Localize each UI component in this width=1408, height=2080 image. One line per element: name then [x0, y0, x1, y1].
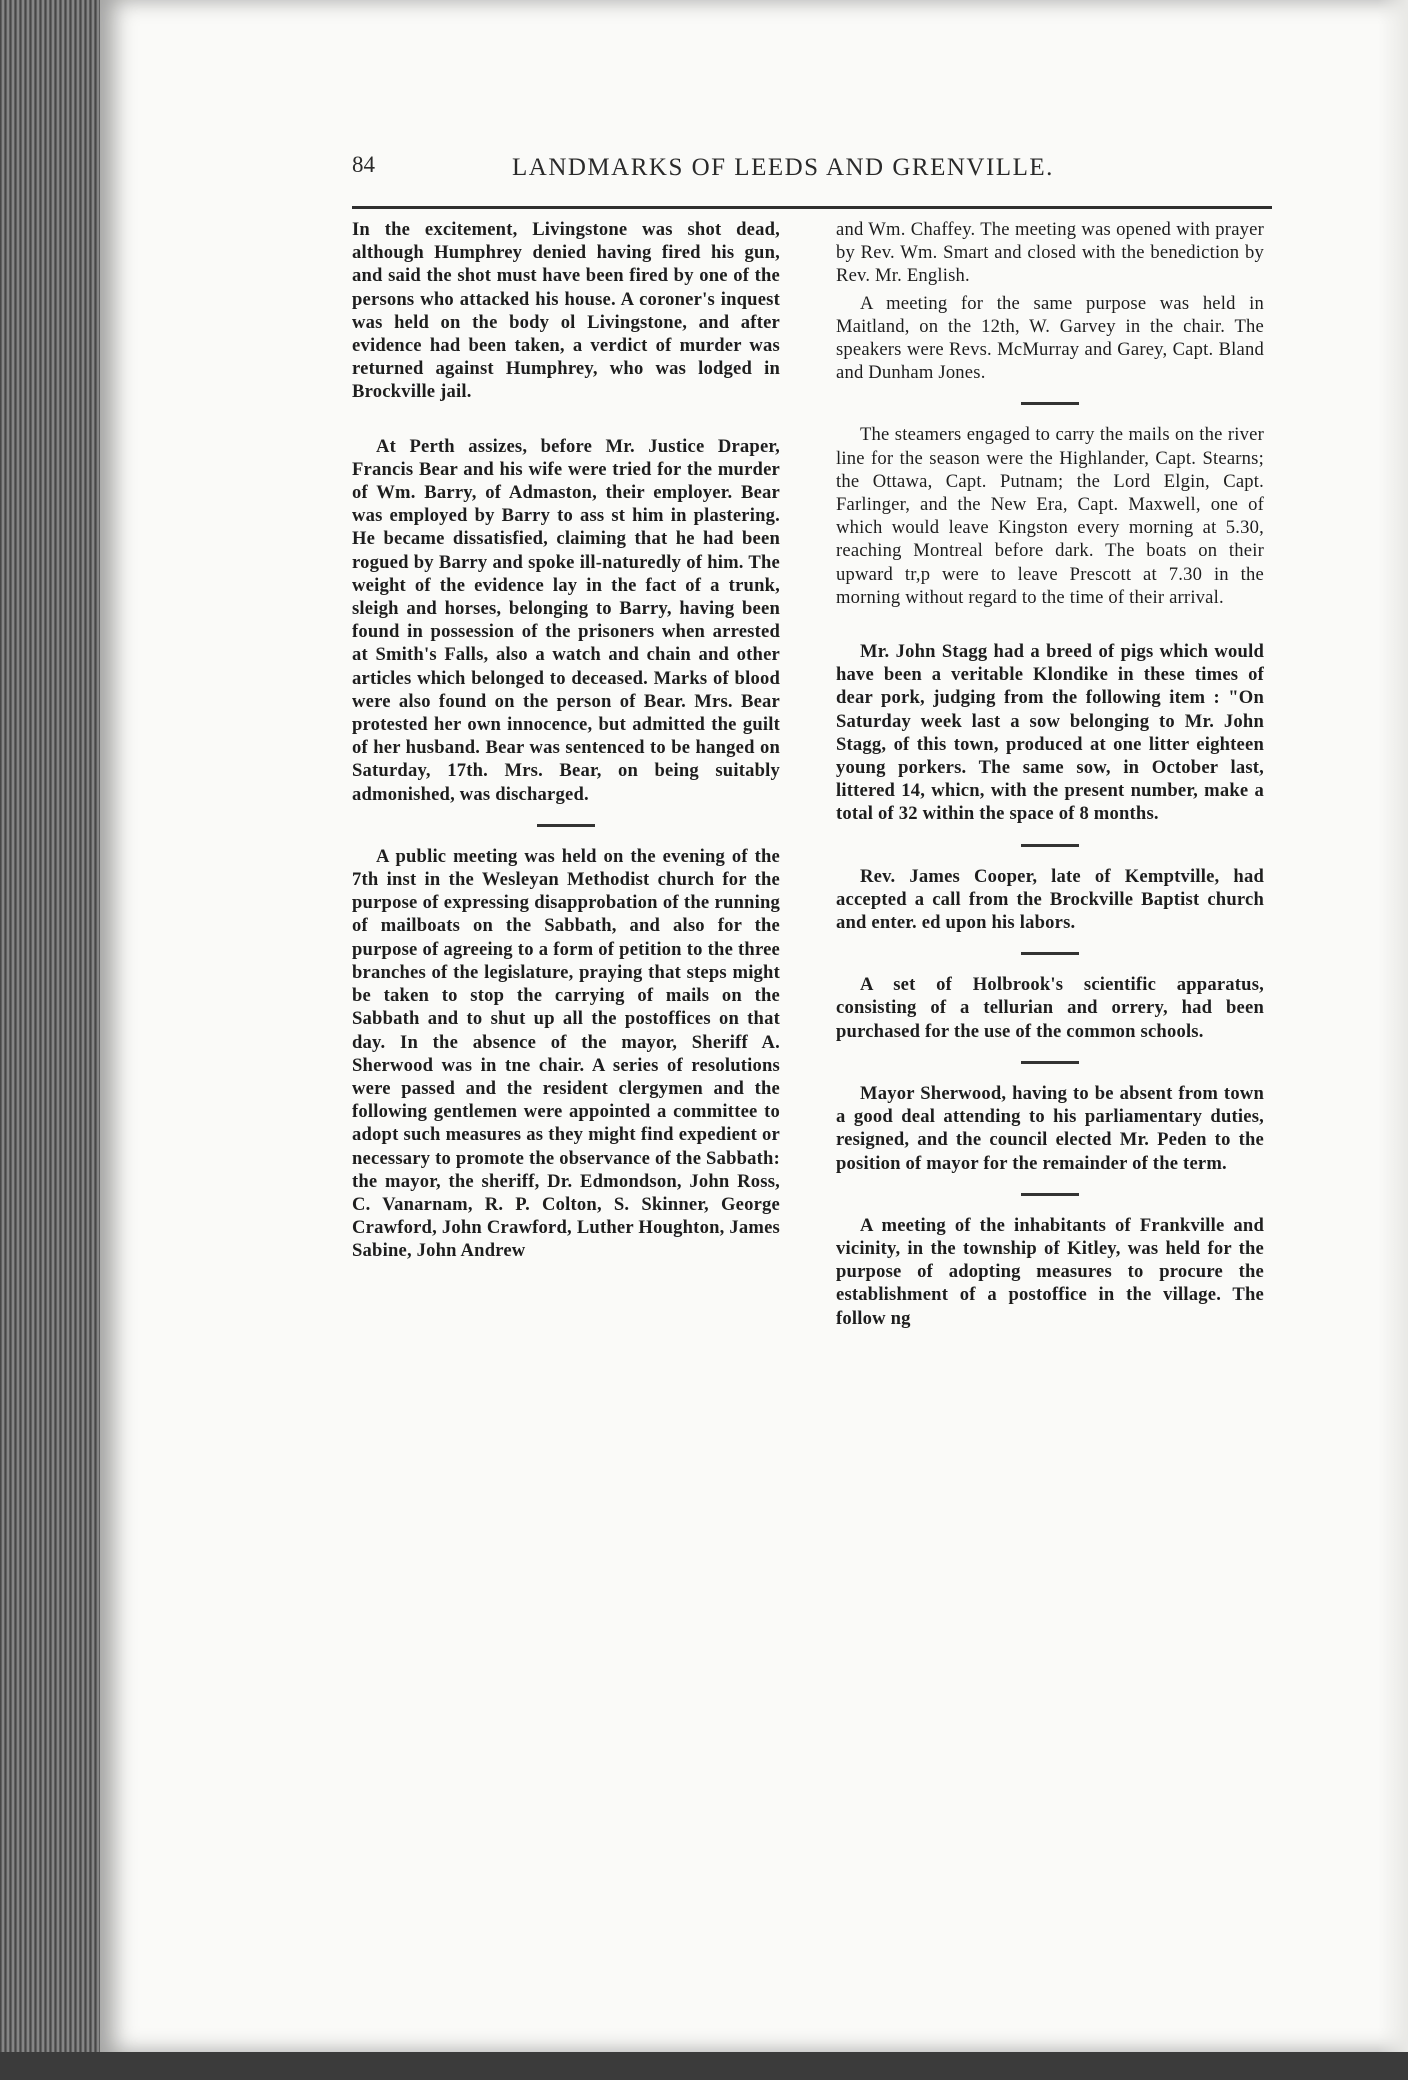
paragraph-mayor-sherwood: Mayor Sherwood, having to be absent from town a good deal attending to his parliamentary duties, resigned, and the council elected Mr. Peden to the position of mayor for the remainder of the term.: [836, 1082, 1264, 1174]
paragraph-stagg-pigs: Mr. John Stagg had a breed of pigs which would have been a veritable Klondike in these times of dear pork, judging from the following item : "On Saturday week last a sow belonging to Mr. John Stagg, of this town, produced at one litter eighteen young porkers. The same sow, in October last, littered 14, whicn, with the present number, make a total of 32 within the space of 8 months.: [836, 641, 1264, 825]
section-divider: [1021, 402, 1079, 405]
paragraph-rev-cooper: Rev. James Cooper, late of Kemptville, had accepted a call from the Brockville Baptist church and enter. ed upon his labors.: [836, 865, 1264, 934]
paragraph-public-meeting: A public meeting was held on the evening of the 7th inst in the Wesleyan Methodist church for the purpose of expressing disapprobation of the running of mailboats on the Sabbath, and also for the purpose of agreeing to a form of petition to the three branches of the legislature, praying that steps might be taken to stop the carrying of mails on the Sabbath and to shut up all the postoffices on that day. In the absence of the mayor, Sheriff A. Sherwood was in tne chair. A series of resolutions were passed and the resident clergymen and the following gentlemen were appointed a committee to adopt such measures as they might find expedient or necessary to promote the observance of the Sabbath: the mayor, the sheriff, Dr. Edmondson, John Ross, C. Vanarnam, R. P. Colton, S. Skinner, George Crawford, John Crawford, Luther Houghton, James Sabine, John Andrew: [352, 845, 780, 1262]
section-divider: [1021, 1193, 1079, 1196]
left-column: [352, 218, 780, 1263]
paragraph-chaffey: and Wm. Chaffey. The meeting was opened with prayer by Rev. Wm. Smart and closed with the benediction by Rev. Mr. English.: [836, 219, 1264, 287]
paragraph-perth-assizes: At Perth assizes, before Mr. Justice Draper, Francis Bear and his wife were tried for the murder of Wm. Barry, of Admaston, their employer. Bear was employed by Barry to ass st him in plastering. He became dissatisfied, claiming that he had been rogued by Barry and spoke ill-naturedly of him. The weight of the evidence lay in the fact of a trunk, sleigh and horses, belonging to Barry, having been found in possession of the prisoners when arrested at Smith's Falls, also a watch and chain and other articles which belonged to deceased. Marks of blood were also found on the person of Bear. Mrs. Bear protested her own innocence, but admitted the guilt of her husband. Bear was sentenced to be hanged on Saturday, 17th. Mrs. Bear, on being suitably admonished, was discharged.: [352, 435, 780, 805]
paragraph-holbrook-apparatus: A set of Holbrook's scientific apparatus, consisting of a tellurian and orrery, had been purchased for the use of the common schools.: [836, 974, 1264, 1042]
section-divider: [1021, 952, 1079, 955]
book-page-edges: [0, 0, 100, 2080]
page-number: 84: [352, 152, 375, 177]
scan-bottom-edge: [0, 2052, 1408, 2080]
page-header: [352, 152, 1272, 196]
paragraph-maitland-meeting: A meeting for the same purpose was held in Maitland, on the 12th, W. Garvey in the chair. The speakers were Revs. McMurray and Garey, Capt. Bland and Dunham Jones.: [836, 292, 1264, 384]
section-divider: [537, 824, 595, 827]
running-title: LANDMARKS OF LEEDS AND GRENVILLE.: [512, 154, 1054, 181]
header-rule: [352, 206, 1272, 209]
paragraph-steamers: The steamers engaged to carry the mails on the river line for the season were the Highlander, Capt. Stearns; the Ottawa, Capt. Putnam; the Lord Elgin, Capt. Farlinger, and the New Era, Capt. Maxwell, one of which would leave Kingston every morning at 5.30, reaching Montreal before dark. The boats on their upward tr,p were to leave Prescott at 7.30 in the morning without regard to the time of their arrival.: [836, 424, 1264, 608]
right-column: [836, 218, 1264, 1330]
section-divider: [1021, 1061, 1079, 1064]
section-divider: [1021, 844, 1079, 847]
paragraph-livingstone: In the excitement, Livingstone was shot dead, although Humphrey denied having fired his gun, and said the shot must have been fired by one of the persons who attacked his house. A coroner's inquest was held on the body ol Livingstone, and after evidence had been taken, a verdict of murder was returned against Humphrey, who was lodged in Brockville jail.: [352, 219, 780, 403]
page-shadow: [1378, 0, 1408, 2052]
paragraph-frankville-meeting: A meeting of the inhabitants of Frankville and vicinity, in the township of Kitley, was held for the purpose of adopting measures to procure the establishment of a postoffice in the village. The follow ng: [836, 1214, 1264, 1329]
